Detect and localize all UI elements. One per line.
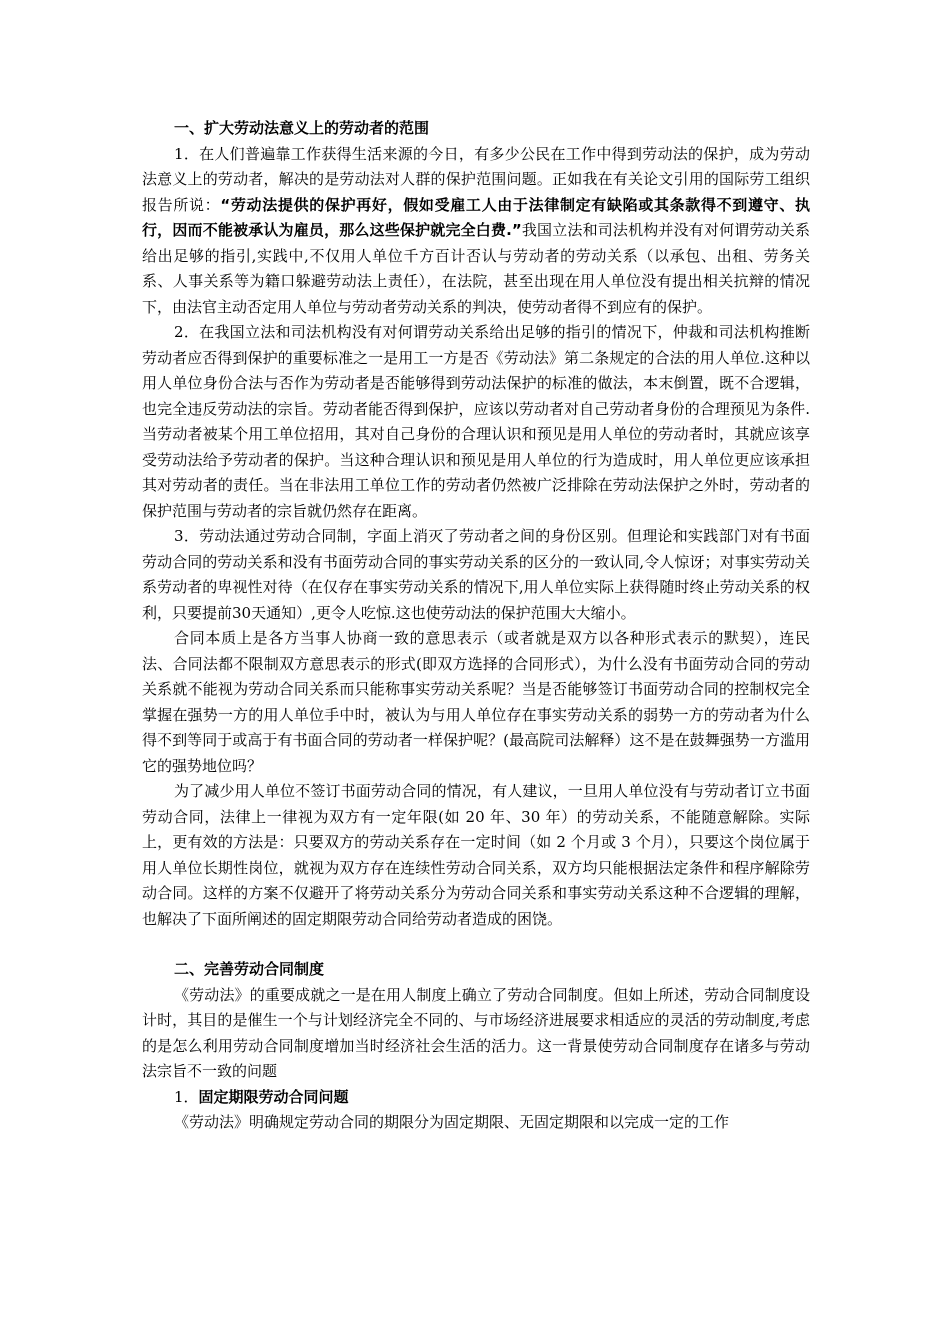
paragraph-1-5: 为了减少用人单位不签订书面劳动合同的情况，有人建议，一旦用人单位没有与劳动者订立书面劳动合同，法律上一律视为双方有一定年限(如 20 年、30 年）的劳动关系，不能随意解除。实际上，更有效的方法是：只要双方的劳动关系存在一定时间（如 2 个月或 3 个月），只要这个岗位属于用人单位长期性岗位，就视为双方存在连续性劳动合同关系，双方均只能根据法定条件和程序解除劳动合同。这样的方案不仅避开了将劳动关系分为劳动合同关系和事实劳动关系这种不合逻辑的理解，也解决了下面所阐述的固定期限劳动合同给劳动者造成的困饶。 xyxy=(142,782,810,928)
section-spacer xyxy=(142,932,810,957)
paragraph-2-1: 《劳动法》的重要成就之一是在用人制度上确立了劳动合同制度。但如上所述，劳动合同制度设计时，其目的是催生一个与计划经济完全不同的、与市场经济进展要求相适应的灵活的劳动制度,考虑的是怎么利用劳动合同制度增加当时经济社会生活的活力。这一背景使劳动合同制度存在诸多与劳动法宗旨不一致的问题 xyxy=(142,985,810,1080)
paragraph-1-1-quote: “劳动法提供的保护再好，假如受雇工人由于法律制定有缺陷或其条款得不到遵守、执行，因而不能被承认为雇员，那么这些保护就完全白费.” xyxy=(142,195,810,239)
paragraph-1-2: 2．在我国立法和司法机构没有对何谓劳动关系给出足够的指引的情况下，仲裁和司法机构推断劳动者应否得到保护的重要标准之一是用工一方是否《劳动法》第二条规定的合法的用人单位.这种以用人单位身份合法与否作为劳动者是否能够得到劳动法保护的标准的做法，本末倒置，既不合逻辑，也完全违反劳动法的宗旨。劳动者能否得到保护，应该以劳动者对自己劳动者身份的合理预见为条件.当劳动者被某个用工单位招用，其对自己身份的合理认识和预见是用人单位的劳动者时，其就应该享受劳动法给予劳动者的保护。当这种合理认识和预见是用人单位的行为造成时，用人单位更应该承担其对劳动者的责任。当在非法用工单位工作的劳动者仍然被广泛排除在劳动法保护之外时，劳动者的保护范围与劳动者的宗旨就仍然存在距离。 xyxy=(142,323,810,520)
paragraph-1-3: 3．劳动法通过劳动合同制，字面上消灭了劳动者之间的身份区别。但理论和实践部门对有书面劳动合同的劳动关系和没有书面劳动合同的事实劳动关系的区分的一致认同,令人惊讶；对事实劳动关系劳动者的卑视性对待（在仅存在事实劳动关系的情况下,用人单位实际上获得随时终止劳动关系的权利，只要提前30天通知）,更令人吃惊.这也使劳动法的保护范围大大缩小。 xyxy=(142,527,810,622)
subheading-2-1-number: 1． xyxy=(174,1087,199,1106)
subheading-2-1-title: 固定期限劳动合同问题 xyxy=(198,1087,349,1106)
paragraph-1-1-tail: 我国立法和司法机构并没有对何谓劳动关系给出足够的指引,实践中,不仅用人单位千方百计否认与劳动者的劳动关系（以承包、出租、劳务关系、人事关系等为籍口躲避劳动法上责任），在法院，甚至出现在用人单位没有提出相关抗辩的情况下，由法官主动否定用人单位与劳动者劳动关系的判决，使劳动者得不到应有的保护。 xyxy=(142,221,810,316)
section-heading-1: 一、扩大劳动法意义上的劳动者的范围 xyxy=(174,119,430,137)
document-page xyxy=(142,116,810,1136)
paragraph-1-1 xyxy=(142,142,810,321)
paragraph-2-2: 《劳动法》明确规定劳动合同的期限分为固定期限、无固定期限和以完成一定的工作 xyxy=(174,1113,730,1131)
paragraph-1-1-lead: 1．在人们普遍靠工作获得生活来源的今日，有多少公民在工作中得到劳动法的保护，成为劳动法意义上的劳动者，解决的是劳动法对人群的保护范围问题。正如我在有关论文引用的国际劳工组织报告所说： xyxy=(142,144,810,214)
section-heading-2: 二、完善劳动合同制度 xyxy=(174,960,325,978)
paragraph-1-4: 合同本质上是各方当事人协商一致的意思表示（或者就是双方以各种形式表示的默契），连民法、合同法都不限制双方意思表示的形式(即双方选择的合同形式），为什么没有书面劳动合同的劳动关系就不能视为劳动合同关系而只能称事实劳动关系呢？当是否能够签订书面劳动合同的控制权完全掌握在强势一方的用人单位手中时，被认为与用人单位存在事实劳动关系的弱势一方的劳动者为什么得不到等同于或高于有书面合同的劳动者一样保护呢？(最高院司法解释）这不是在鼓舞强势一方滥用它的强势地位吗？ xyxy=(142,629,810,775)
subheading-2-1 xyxy=(142,1085,810,1111)
